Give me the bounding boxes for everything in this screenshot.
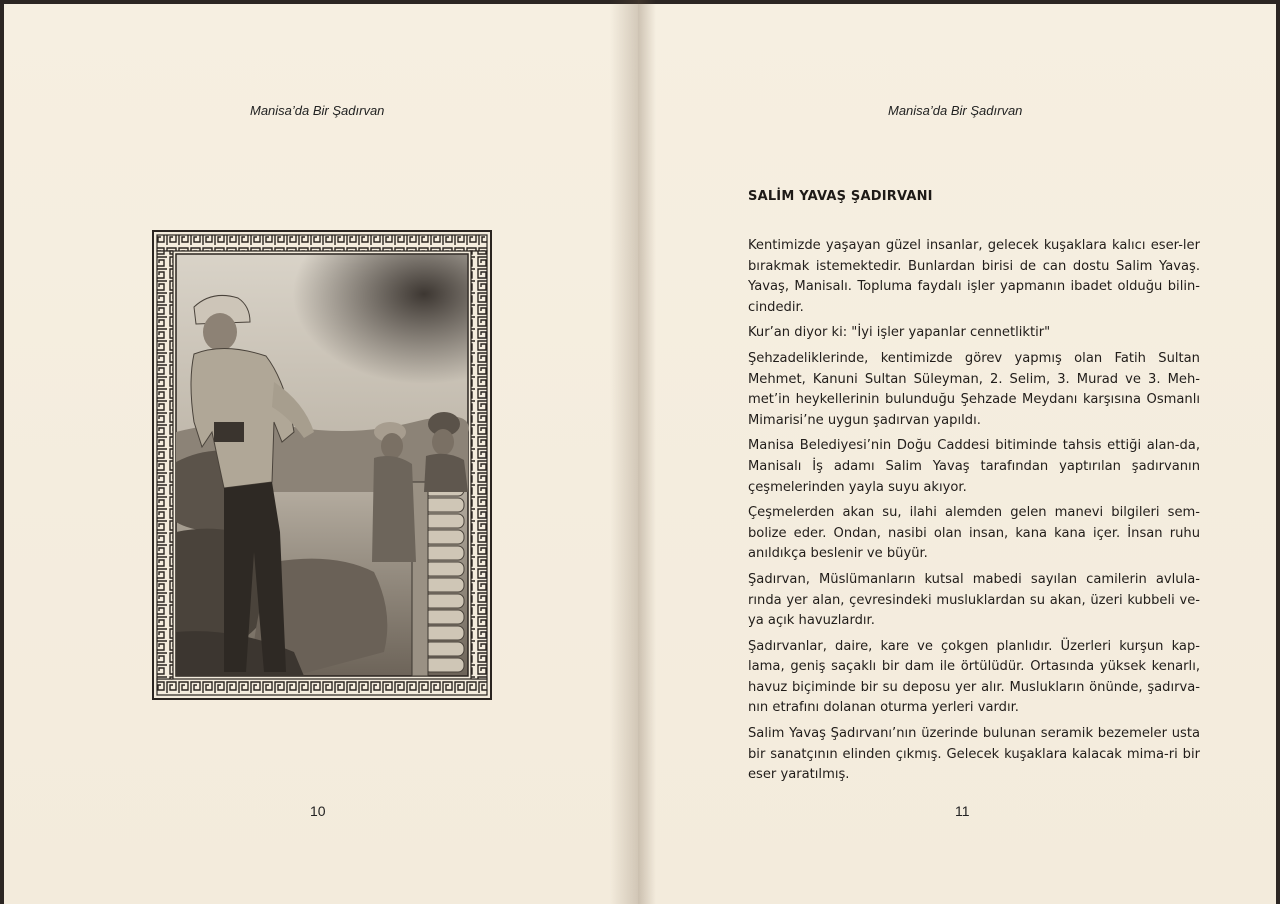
running-head-text: Manisa’da Bir Şadırvan [888,103,1023,118]
paragraph: Şehzadeliklerinde, kentimizde görev yapmış olan Fatih Sultan Mehmet, Kanuni Sultan Süleyman, 2. Selim, 3. Murad ve 3. Meh-met’in heykellerinin bulunduğu Şehzade Meydanı karşısına Osmanlı Mimarisi’ne uygun şadırvan yapıldı. [748,350,1200,428]
paragraph: Şadırvanlar, daire, kare ve çokgen planlıdır. Üzerleri kurşun kap-lama, geniş saçaklı bir dam ile örtülüdür. Ortasında yüksek kenarlı, havuz biçiminde bir su deposu yer alır. Muslukların önünde, şadırva-nın etrafını dolanan oturma yerleri vardır. [748,638,1200,716]
paragraph: Şadırvan, Müslümanların kutsal mabedi sayılan camilerin avlula-rında yer alan, çevresindeki musluklardan su akan, üzeri kubbeli ve-ya açık havuzlardır. [748,571,1200,629]
paragraph: Çeşmelerden akan su, ilahi alemden gelen manevi bilgileri sem-bolize eder. Ondan, nasibi olan insan, kana kana içer. İnsan ruhu anıldıkça beslenir ve büyür. [748,505,1200,562]
section-title: SALİM YAVAŞ ŞADIRVANI [748,189,933,204]
page-number: 11 [955,803,970,819]
paragraph: Salim Yavaş Şadırvanı’nın üzerinde bulunan seramik bezemeler usta bir sanatçının elinden çıkmış. Gelecek kuşaklara kalacak mima-ri bir eser yaratılmış. [748,726,1200,783]
greek-key-border-photo [154,232,490,698]
right-page [638,0,1280,904]
running-head-text: Manisa’da Bir Şadırvan [250,103,385,118]
body-text [748,236,1200,791]
paragraph: Kentimizde yaşayan güzel insanlar, gelecek kuşaklara kalıcı eser-ler bırakmak istemektedir. Bunlardan birisi de can dostu Salim Yavaş. Yavaş, Manisalı. Topluma faydalı işler yapmanın ibadet olduğu bilin-cindedir. [748,238,1200,315]
paragraph: Manisa Belediyesi’nin Doğu Caddesi bitiminde tahsis ettiği alan-da, Manisalı İş adamı Salim Yavaş tarafından yaptırılan şadırvanın çeşmelerinden yayla suyu akıyor. [748,438,1200,495]
page-number: 10 [310,803,326,819]
paragraph: Kur’an diyor ki: "İyi işler yapanlar cennetliktir" [748,325,1051,341]
framed-photograph [152,230,492,700]
left-page [0,0,638,904]
page-edge [4,0,638,4]
photo-scene [176,254,469,676]
spine-shadow [610,0,638,904]
spine-shadow [638,0,656,904]
page-edge [638,0,1276,4]
